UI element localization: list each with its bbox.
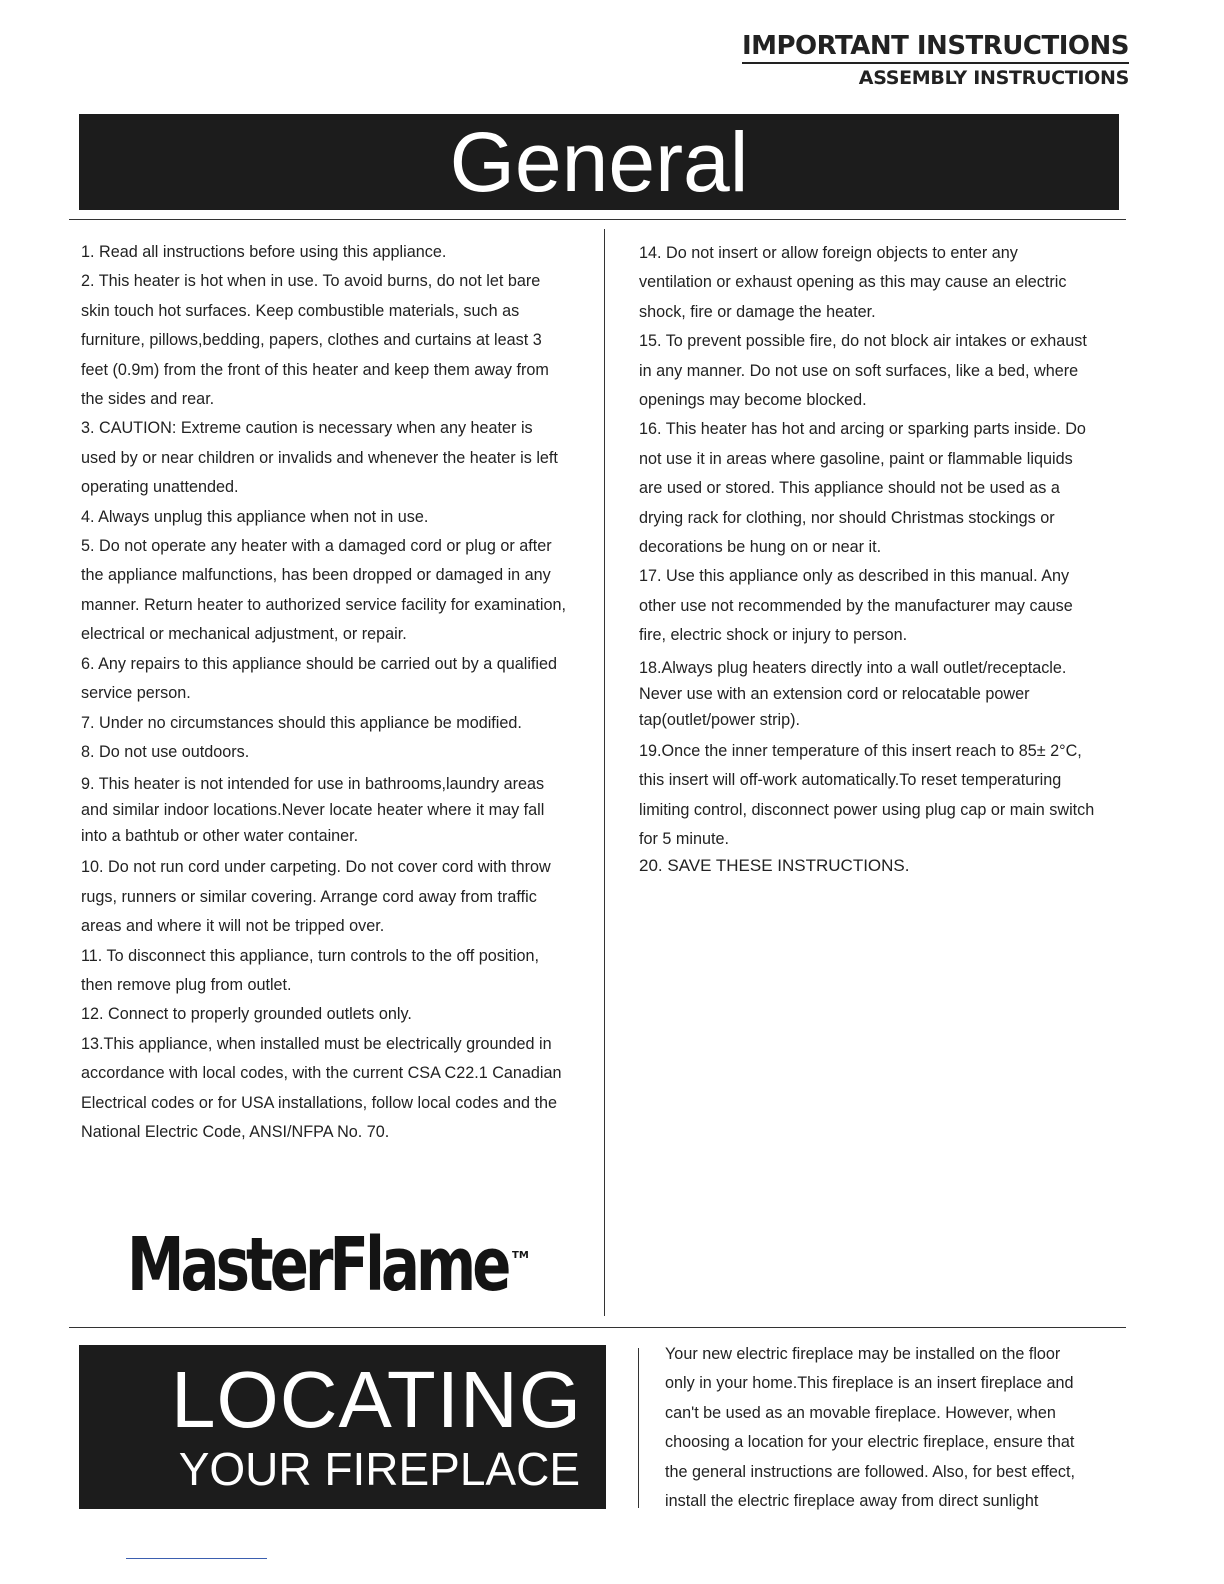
general-banner: General — [79, 114, 1119, 210]
locating-line: only in your home.This fireplace is an insert fireplace and — [665, 1374, 1074, 1393]
footer-underline — [126, 1558, 267, 1559]
instruction-line: in any manner. Do not use on soft surfaces, like a bed, where — [639, 361, 1079, 380]
instruction-line: then remove plug from outlet. — [81, 975, 292, 994]
general-left-column — [81, 238, 596, 1147]
instruction-line: 4. Always unplug this appliance when not in use. — [81, 507, 429, 526]
locating-banner — [79, 1345, 606, 1509]
instruction-line: into a bathtub or other water container. — [81, 827, 359, 846]
instruction-line: 5. Do not operate any heater with a damaged cord or plug or after — [81, 537, 552, 556]
instruction-line: 9. This heater is not intended for use in bathrooms,laundry areas — [81, 775, 545, 794]
trademark-mark: TM — [512, 1250, 529, 1261]
instruction-line: used by or near children or invalids and whenever the heater is left — [81, 448, 558, 467]
instruction-line: manner. Return heater to authorized service facility for examination, — [81, 595, 566, 614]
instruction-line: Never use with an extension cord or relocatable power — [639, 684, 1030, 703]
instruction-line: are used or stored. This appliance should not be used as a — [639, 479, 1060, 498]
instruction-line: areas and where it will not be tripped over. — [81, 917, 385, 936]
instruction-line: 13.This appliance, when installed must be electrically grounded in — [81, 1034, 552, 1053]
header-title: IMPORTANT INSTRUCTIONS — [742, 30, 1129, 64]
general-right-column — [639, 239, 1129, 878]
instruction-line: electrical or mechanical adjustment, or repair. — [81, 625, 407, 644]
save-instructions-line: 20. SAVE THESE INSTRUCTIONS. — [639, 856, 910, 876]
instruction-line: 7. Under no circumstances should this appliance be modified. — [81, 713, 522, 732]
instruction-line: Electrical codes or for USA installations, follow local codes and the — [81, 1093, 557, 1112]
instruction-line: 2. This heater is hot when in use. To avoid burns, do not let bare — [81, 272, 541, 291]
instruction-line: 6. Any repairs to this appliance should be carried out by a qualified — [81, 654, 558, 673]
instruction-line: other use not recommended by the manufacturer may cause — [639, 596, 1073, 615]
column-divider — [604, 229, 605, 1316]
instruction-line: limiting control, disconnect power using plug cap or main switch — [639, 800, 1095, 819]
instruction-line: fire, electric shock or injury to person. — [639, 626, 908, 645]
instruction-line: 16. This heater has hot and arcing or sparking parts inside. Do — [639, 420, 1086, 439]
instruction-line: 18.Always plug heaters directly into a wall outlet/receptacle. — [639, 658, 1067, 677]
header-subtitle: ASSEMBLY INSTRUCTIONS — [858, 67, 1129, 89]
instruction-line: ventilation or exhaust opening as this may cause an electric — [639, 273, 1067, 292]
instruction-line: 11. To disconnect this appliance, turn controls to the off position, — [81, 946, 540, 965]
instruction-line: National Electric Code, ANSI/NFPA No. 70. — [81, 1122, 390, 1141]
instruction-line: 14. Do not insert or allow foreign objects to enter any — [639, 244, 1018, 262]
instruction-line: 19.Once the inner temperature of this insert reach to 85± 2°C, — [639, 741, 1082, 760]
locating-line: the general instructions are followed. Also, for best effect, — [665, 1462, 1076, 1481]
locating-divider — [638, 1348, 639, 1508]
instruction-line: openings may become blocked. — [639, 391, 867, 410]
locating-line: choosing a location for your electric fireplace, ensure that — [665, 1433, 1075, 1452]
instruction-line: 15. To prevent possible fire, do not block air intakes or exhaust — [639, 332, 1087, 351]
instruction-line: tap(outlet/power strip). — [639, 710, 801, 729]
instruction-line: service person. — [81, 684, 191, 703]
instruction-line: decorations be hung on or near it. — [639, 538, 882, 557]
instruction-line: the sides and rear. — [81, 390, 215, 409]
locating-line: can't be used as an movable fireplace. However, when — [665, 1403, 1056, 1422]
instruction-line: 17. Use this appliance only as described in this manual. Any — [639, 567, 1070, 586]
locating-line: install the electric fireplace away from direct sunlight — [665, 1492, 1039, 1511]
locating-banner-title: LOCATING — [170, 1355, 582, 1444]
instruction-line: 12. Connect to properly grounded outlets only. — [81, 1005, 412, 1024]
instruction-line: feet (0.9m) from the front of this heater and keep them away from — [81, 360, 549, 379]
divider-top — [69, 219, 1126, 220]
masterflame-logo: MasterFlame — [127, 1222, 508, 1308]
instruction-line: and similar indoor locations.Never locate heater where it may fall — [81, 801, 545, 820]
instruction-line: 10. Do not run cord under carpeting. Do not cover cord with throw — [81, 858, 551, 877]
instruction-line: 3. CAUTION: Extreme caution is necessary when any heater is — [81, 419, 533, 438]
instruction-line: skin touch hot surfaces. Keep combustible materials, such as — [81, 301, 520, 320]
document-header — [742, 30, 1129, 90]
divider-bottom — [69, 1327, 1126, 1328]
instruction-line: 8. Do not use outdoors. — [81, 742, 250, 761]
locating-line: Your new electric fireplace may be installed on the floor — [665, 1345, 1061, 1363]
instruction-line: shock, fire or damage the heater. — [639, 302, 876, 321]
locating-banner-subtitle: YOUR FIREPLACE — [178, 1443, 580, 1495]
instruction-line: this insert will off-work automatically.To reset temperaturing — [639, 771, 1062, 790]
instruction-line: the appliance malfunctions, has been dropped or damaged in any — [81, 566, 551, 585]
instruction-line: operating unattended. — [81, 478, 239, 497]
instruction-line: for 5 minute. — [639, 829, 729, 848]
instruction-line: drying rack for clothing, nor should Christmas stockings or — [639, 508, 1055, 527]
instruction-line: not use it in areas where gasoline, paint or flammable liquids — [639, 449, 1073, 468]
instruction-line: accordance with local codes, with the current CSA C22.1 Canadian — [81, 1064, 562, 1083]
locating-paragraph — [665, 1340, 1115, 1516]
instruction-line: furniture, pillows,bedding, papers, clothes and curtains at least 3 — [81, 331, 542, 350]
instruction-line: rugs, runners or similar covering. Arrange cord away from traffic — [81, 887, 537, 906]
instruction-line: 1. Read all instructions before using this appliance. — [81, 243, 447, 261]
